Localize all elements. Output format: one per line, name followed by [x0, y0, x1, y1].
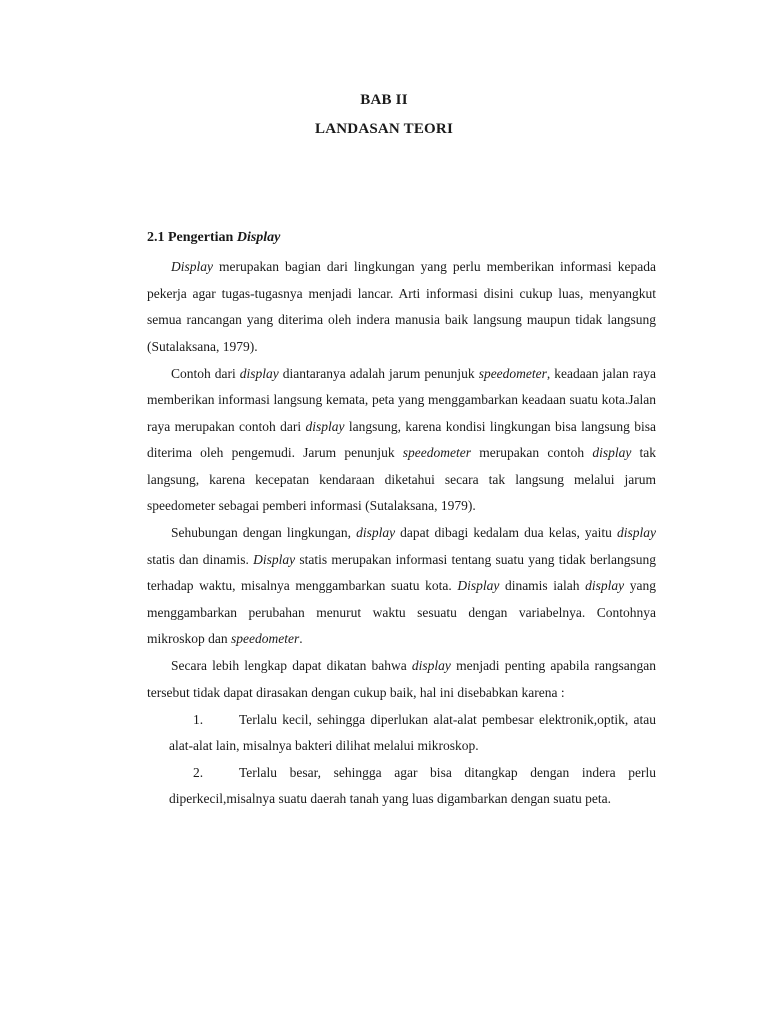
italic-term: display	[592, 445, 632, 460]
list-number: 2.	[193, 764, 204, 780]
italic-term: speedometer	[478, 365, 547, 381]
italic-term: Display	[253, 551, 296, 567]
text-run: dinamis ialah	[499, 578, 586, 593]
text-run: , keadaan jalan raya memberikan informasi langsung kemata, peta yang menggambarkan keadaan suatu kota.Jalan raya merupakan contoh dari	[147, 365, 656, 434]
list-item	[169, 707, 656, 760]
text-run: statis merupakan informasi tentang suatu yang tidak berlangsung terhadap waktu, misalnya menggambarkan suatu kota.	[147, 551, 656, 593]
paragraph	[147, 254, 656, 360]
text-run: langsung, karena kondisi lingkungan bisa langsung bisa diterima oleh pengemudi. Jarum penunjuk	[147, 418, 656, 460]
text-run: tak langsung, karena kecepatan kendaraan diketahui secara tak langsung melalui jarum speedometer sebagai pemberi informasi (Sutalaksana, 1979).	[147, 445, 656, 513]
section-number: 2.1 Pengertian	[147, 230, 237, 245]
list-item	[169, 760, 656, 813]
list-text: Terlalu kecil, sehingga diperlukan alat-alat pembesar elektronik,optik, atau alat-alat lain, misalnya bakteri dilihat melalui mikroskop.	[169, 711, 656, 753]
text-run: merupakan bagian dari lingkungan yang perlu memberikan informasi kepada pekerja agar tugas-tugasnya menjadi lancar. Arti informasi disini cukup luas, menyangkut semua rancangan yang diterima oleh indera manusia baik langsung maupun tidak langsung (Sutalaksana, 1979).	[147, 259, 656, 354]
chapter-title: LANDASAN TEORI	[315, 121, 453, 137]
paragraph-group	[147, 254, 656, 706]
italic-term: display	[305, 418, 345, 434]
list-number: 1.	[193, 711, 204, 727]
text-run: statis dan dinamis.	[147, 551, 254, 567]
italic-term: display	[616, 525, 656, 540]
italic-term: Display	[457, 578, 500, 593]
italic-term: display	[585, 578, 625, 593]
text-run: diantaranya adalah jarum penunjuk	[278, 365, 479, 381]
paragraph	[147, 520, 656, 653]
section-title: Display	[236, 230, 281, 245]
text-run: Sehubungan dengan lingkungan,	[171, 525, 357, 540]
paragraph	[147, 653, 656, 706]
text-run: Secara lebih lengkap dapat dikatan bahwa	[171, 658, 412, 673]
italic-term: Display	[171, 259, 213, 274]
italic-term: display	[356, 525, 396, 540]
chapter-number: BAB II	[360, 92, 408, 108]
text-run: merupakan contoh	[471, 445, 593, 460]
paragraph	[147, 361, 656, 520]
italic-term: display	[411, 658, 451, 673]
numbered-list	[147, 707, 656, 813]
italic-term: speedometer	[402, 445, 472, 460]
italic-term: display	[239, 365, 279, 381]
italic-term: speedometer	[231, 631, 300, 646]
text-run: Contoh dari	[171, 365, 240, 381]
body-text	[147, 254, 656, 813]
text-run: dapat dibagi kedalam dua kelas, yaitu	[395, 525, 617, 540]
section-heading	[147, 230, 280, 246]
list-text: Terlalu besar, sehingga agar bisa ditangkap dengan indera perlu diperkecil,misalnya suatu daerah tanah yang luas digambarkan dengan suatu peta.	[169, 764, 656, 806]
text-run: menjadi penting apabila rangsangan tersebut tidak dapat dirasakan dengan cukup baik, hal ini disebabkan karena :	[147, 658, 657, 700]
text-run: .	[299, 631, 303, 646]
text-run: yang menggambarkan perubahan menurut waktu sesuatu dengan variabelnya. Contohnya mikroskop dan	[147, 578, 656, 646]
